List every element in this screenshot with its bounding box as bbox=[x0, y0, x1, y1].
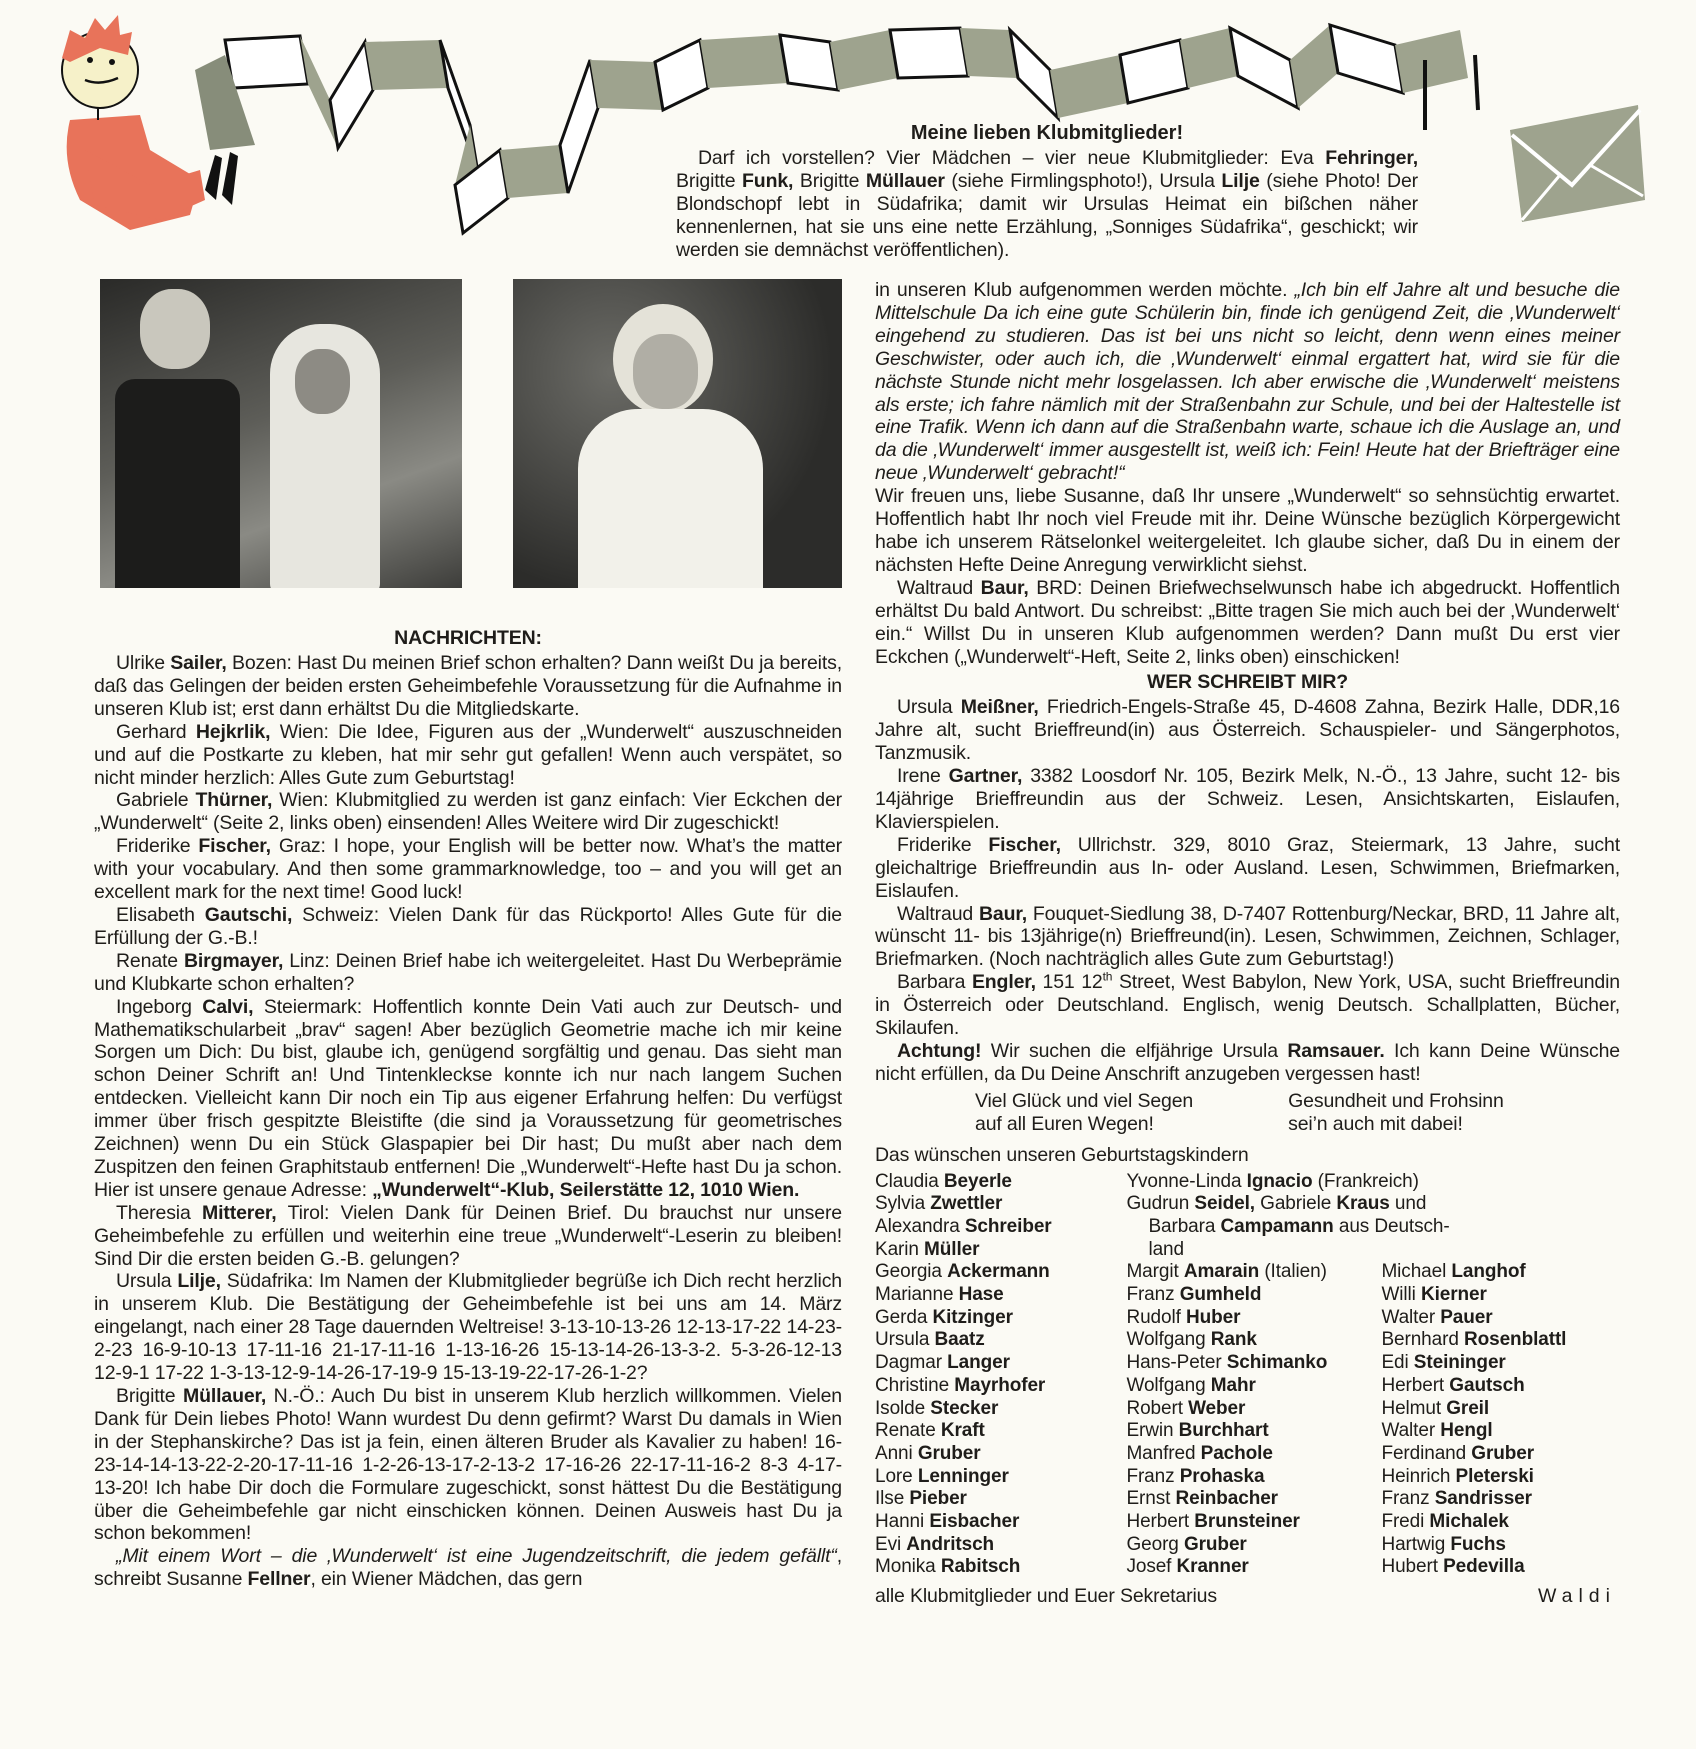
birthday-name bbox=[1381, 1420, 1620, 1443]
birthday-name bbox=[1126, 1193, 1427, 1216]
bold-text: Ramsauer. bbox=[1287, 1040, 1385, 1062]
birthday-name bbox=[1126, 1466, 1381, 1489]
paragraph bbox=[94, 950, 842, 996]
ribbon-fold bbox=[1395, 30, 1468, 93]
bold-text: Amarain bbox=[1183, 1261, 1260, 1283]
birthday-name bbox=[1126, 1556, 1381, 1579]
birthday-name bbox=[1126, 1534, 1381, 1557]
text: N.-Ö.: Auch Du bist in unserem Klub herzlich willkommen. Vielen Dank für Dein liebes Photo! Wann wurdest Du denn gefirmt? Warst Du damals in Wien in der Stephanskirche? Das ist ja fein, einen älteren Bruder als Kavalier zu haben! 16-23-14-14-13-22-2-20-17-11-16 1-2-26-13-17-2-13-2 17-16-26 22-17-11-16-2 8-3 4-17-13-20! Ich habe Dir doch die Formulare zugeschickt, sonst hättest Du die Bestätigung über die Geheimbefehle gar nicht einschicken können. Deinen Ausweis hast Du ja schon bekommen! bbox=[94, 1385, 842, 1545]
bold-text: Lilje bbox=[1221, 169, 1260, 192]
bold-text: Schreiber bbox=[964, 1215, 1052, 1237]
text: Tirol: Vielen Dank für Deinen Brief. Du brauchst nur unsere Geheimbefehle zu erfüllen und weiterhin eine treue „Wunderwelt“-Leserin zu bleiben! Sind Dir die ersten beiden G.-B. gelungen? bbox=[94, 1201, 842, 1270]
text: Isolde bbox=[875, 1397, 931, 1419]
bold-text: Andritsch bbox=[906, 1533, 995, 1555]
bold-text: Gartner, bbox=[948, 765, 1023, 788]
text: Hans-Peter bbox=[1126, 1352, 1227, 1374]
bold-text: Lilje, bbox=[177, 1270, 221, 1293]
text: Fouquet-Siedlung 38, D-7407 Rottenburg/Neckar, BRD, 11 Jahre alt, wünscht 11- bis 13jährige(n) Brieffreund(in). Lesen, Schwimmen, Zeichnen, Schlager, Briefmarken. (Noch nachträglich alles Gute zum Geburtstag!) bbox=[875, 902, 1620, 971]
bold-text: Meißner, bbox=[960, 696, 1039, 719]
birthday-name bbox=[875, 1284, 1126, 1307]
italic-text: „Ich bin elf Jahre alt und besuche die Mittelschule Da ich eine gute Schülerin bin, finde ich genügend Zeit, die ‚Wunderwelt‘ eingehend zu studieren. Das ist bei uns nicht so leicht, denn wenn eines meiner Geschwister, oder auch ich, die ‚Wunderwelt‘ einmal ergattert hat, wird sie für die nächste Stunde nicht mehr losgelassen. Ich aber erwische die ‚Wunderwelt‘ meistens als erste; ich fahre nämlich mit der Straßenbahn zur Schule, und bei der Haltestelle ist eine Trafik. Wenn ich dann auf die Straßenbahn warte, schaue ich die Auslage an, und da die ‚Wunderwelt‘ immer ausgestellt ist, weiß ich: Fein! Heute hat der Briefträger eine neue ‚Wunderwelt‘ gebracht!“ bbox=[875, 279, 1620, 485]
text: land bbox=[1148, 1238, 1184, 1260]
penpal-list bbox=[875, 696, 1620, 1085]
text: Irene bbox=[897, 765, 949, 788]
bold-text: Seidel, bbox=[1194, 1193, 1255, 1215]
ribbon-fold bbox=[655, 40, 708, 110]
birthday-name bbox=[875, 1216, 1126, 1239]
birthday-intro: Das wünschen unseren Geburtstagskindern bbox=[875, 1143, 1249, 1166]
bold-text: Müllauer, bbox=[182, 1385, 267, 1407]
text: Südafrika: Im Namen der Klubmitglieder begrüße ich Dich recht herzlich in unserem Klub. Die Bestätigung der Geheimbefehle ist bei uns am 14. März eingelangt, nach einer 28 Tage dauernden Weltreise! 3-13-10-13-26 12-13-17-22 14-23-2-23 16-9-10-13 17-11-16 21-17-11-16 1-13-16-26 15-13-14-26-13-3-2. 5-3-26-12-13 12-9-1 17-22 1-3-13-12-9-14-26-17-19-9 15-13-19-22-17-26-1-2? bbox=[94, 1270, 842, 1385]
birthday-name bbox=[1126, 1375, 1381, 1398]
spacer bbox=[1381, 1216, 1620, 1239]
paragraph bbox=[94, 721, 842, 790]
text: Michael bbox=[1381, 1261, 1452, 1283]
bold-text: Pleterski bbox=[1455, 1465, 1534, 1487]
text: Gabriele bbox=[1254, 1193, 1337, 1215]
news-heading: NACHRICHTEN: bbox=[394, 627, 542, 649]
spacer bbox=[1381, 1193, 1620, 1216]
text: Waltraud bbox=[897, 902, 979, 925]
text: Monika bbox=[875, 1556, 941, 1578]
bold-text: Gruber bbox=[1471, 1442, 1535, 1464]
text: Walter bbox=[1381, 1306, 1441, 1328]
birthday-name bbox=[875, 1375, 1126, 1398]
birthday-name bbox=[875, 1398, 1126, 1421]
text: Wien: Die Idee, Figuren aus der „Wunderwelt“ auszuschneiden und auf die Postkarte zu kleben, hat mir sehr gut gefallen! Wenn auch verspätet, so nicht minder herzlich: Alles Gute zum Geburtstag! bbox=[94, 720, 842, 789]
bold-text: Eisbacher bbox=[929, 1511, 1020, 1533]
text: aus Deutsch- bbox=[1333, 1215, 1450, 1237]
text: Willi bbox=[1381, 1284, 1421, 1306]
birthday-names bbox=[875, 1171, 1620, 1580]
spacer bbox=[1381, 1171, 1620, 1194]
bold-text: Fuchs bbox=[1450, 1533, 1506, 1555]
bold-text: Greil bbox=[1446, 1397, 1490, 1419]
superscript-text: th bbox=[1102, 969, 1113, 984]
paragraph bbox=[94, 1202, 842, 1271]
text: Herbert bbox=[1126, 1511, 1195, 1533]
text: Heinrich bbox=[1381, 1465, 1456, 1487]
ribbon-fold bbox=[365, 40, 448, 90]
birthday-name bbox=[875, 1534, 1126, 1557]
birthday-name bbox=[1381, 1443, 1620, 1466]
bold-text: Müllauer bbox=[865, 169, 945, 192]
text: Darf ich vorstellen? Vier Mädchen – vier neue Klubmitglieder: Eva bbox=[698, 147, 1326, 169]
birthday-name bbox=[875, 1420, 1126, 1443]
text: Graz: I hope, your English will be better now. What’s the matter with your vocabulary. And then some grammarknowledge, too – and you will get an excellent mark for the next time! Good luck! bbox=[94, 835, 842, 904]
intro-section bbox=[676, 122, 1418, 262]
text: Schweiz: Vielen Dank für das Rückporto! Alles Gute für die Erfüllung der G.-B.! bbox=[94, 903, 842, 949]
birthday-name bbox=[1381, 1556, 1620, 1579]
ribbon-fold bbox=[590, 60, 663, 110]
ribbon-fold bbox=[1230, 28, 1298, 108]
bold-text: Rabitsch bbox=[940, 1556, 1021, 1578]
text: Helmut bbox=[1381, 1397, 1447, 1419]
birthday-name bbox=[1126, 1511, 1381, 1534]
text: Linz: Deinen Brief habe ich weitergeleitet. Hast Du Werbeprämie und Klubkarte schon erhalten? bbox=[94, 949, 842, 995]
bold-text: Baur, bbox=[978, 902, 1028, 925]
paragraph bbox=[94, 789, 842, 835]
bold-text: Hase bbox=[958, 1284, 1004, 1306]
birthday-name bbox=[1381, 1398, 1620, 1421]
text: Wien: Klubmitglied zu werden ist ganz einfach: Vier Eckchen der „Wunderwelt“ (Seite 2, links oben) einsenden! Alles Weitere wird Dir zugeschickt! bbox=[94, 789, 843, 835]
bold-text: Sandrisser bbox=[1434, 1488, 1532, 1510]
bold-text: Kranner bbox=[1176, 1556, 1249, 1578]
bold-text: Müller bbox=[924, 1238, 980, 1260]
bold-text: Pedevilla bbox=[1443, 1556, 1525, 1578]
bold-text: Mitterer, bbox=[202, 1201, 277, 1224]
text: Christine bbox=[875, 1374, 955, 1396]
text: Margit bbox=[1126, 1261, 1184, 1283]
text: Ursula bbox=[116, 1270, 178, 1293]
text: Bozen: Hast Du meinen Brief schon erhalten? Dann weißt Du ja bereits, daß das Gelingen der beiden ersten Geheimbefehle Voraussetzung für die Aufnahme in unseren Klub ist; erst dann erhältst Du die Mitgliedskarte. bbox=[94, 652, 842, 720]
news-continued bbox=[875, 279, 1620, 668]
birthday-name bbox=[1381, 1511, 1620, 1534]
bold-text: Gruber bbox=[917, 1442, 981, 1464]
paragraph bbox=[94, 1545, 842, 1591]
bold-text: Birgmayer, bbox=[183, 949, 284, 972]
text: Ingeborg bbox=[116, 995, 203, 1018]
paragraph bbox=[875, 834, 1620, 903]
text: Ursula bbox=[897, 696, 961, 719]
text: , schreibt Susanne bbox=[94, 1545, 842, 1591]
bold-text: Reinbacher bbox=[1175, 1488, 1278, 1510]
birthday-name bbox=[1381, 1307, 1620, 1330]
text: Rudolf bbox=[1126, 1306, 1186, 1328]
paragraph bbox=[875, 696, 1620, 765]
text: Wolfgang bbox=[1126, 1329, 1211, 1351]
text: Herbert bbox=[1381, 1374, 1450, 1396]
bold-text: Gumheld bbox=[1179, 1284, 1262, 1306]
text: Waltraud bbox=[897, 576, 981, 599]
text: Ernst bbox=[1126, 1488, 1176, 1510]
bold-text: Weber bbox=[1188, 1397, 1246, 1419]
birthday-name bbox=[1381, 1352, 1620, 1375]
bold-text: Achtung! bbox=[897, 1040, 982, 1062]
text: Franz bbox=[1126, 1284, 1180, 1306]
paragraph bbox=[94, 652, 842, 721]
ribbon-fold bbox=[1330, 25, 1403, 93]
birthday-name bbox=[1381, 1329, 1620, 1352]
text: Ich kann Deine Wünsche nicht erfüllen, da Du Deine Anschrift anzugeben vergessen hast! bbox=[875, 1040, 1620, 1085]
birthday-name bbox=[1381, 1488, 1620, 1511]
text: Hartwig bbox=[1381, 1533, 1451, 1555]
text: Ullrichstr. 329, 8010 Graz, Steiermark, 13 Jahre, sucht gleichaltrige Brieffreundin aus In- oder Ausland. Lesen, Schwimmen, Briefmarken, Eislaufen. bbox=[875, 833, 1620, 902]
birthday-name bbox=[1381, 1534, 1620, 1557]
text: Alexandra bbox=[875, 1215, 965, 1237]
text: Brigitte bbox=[793, 169, 866, 192]
text: (Frankreich) bbox=[1312, 1170, 1419, 1192]
ribbon-fold bbox=[1120, 40, 1188, 103]
bold-text: Baur, bbox=[980, 576, 1029, 599]
text: in unseren Klub aufgenommen werden möchte. bbox=[875, 279, 1295, 301]
text: Erwin bbox=[1126, 1420, 1179, 1442]
birthday-name bbox=[1381, 1284, 1620, 1307]
spacer bbox=[1381, 1239, 1620, 1262]
text: 3382 Loosdorf Nr. 105, Bezirk Melk, N.-Ö., 13 Jahre, sucht 12- bis 14jährige Brieffreundin aus der Schweiz. Lesen, Ansichtskarten, Eislaufen, Klavierspielen. bbox=[875, 765, 1620, 833]
text: Bernhard bbox=[1381, 1329, 1464, 1351]
ribbon-fold bbox=[1180, 28, 1238, 88]
poem-line: sei’n auch mit dabei! bbox=[1288, 1112, 1463, 1135]
text: Friderike bbox=[116, 835, 199, 858]
paragraph bbox=[875, 971, 1620, 1040]
birthday-name bbox=[875, 1511, 1126, 1534]
paragraph bbox=[94, 1385, 842, 1545]
paragraph bbox=[94, 1270, 842, 1385]
bold-text: Hejkrlik, bbox=[195, 720, 271, 743]
text: Yvonne-Linda bbox=[1126, 1170, 1247, 1192]
bold-text: Zwettler bbox=[930, 1193, 1003, 1215]
text: Dagmar bbox=[875, 1352, 948, 1374]
bold-text: Mayrhofer bbox=[954, 1374, 1046, 1396]
paragraph bbox=[875, 279, 1620, 485]
text: Hubert bbox=[1381, 1556, 1444, 1578]
bold-text: Pachole bbox=[1200, 1442, 1273, 1464]
penpal-heading: WER SCHREIBT MIR? bbox=[1146, 671, 1349, 694]
text: Georg bbox=[1126, 1533, 1184, 1555]
birthday-name bbox=[1126, 1443, 1381, 1466]
paragraph bbox=[875, 485, 1620, 577]
birthday-name bbox=[1126, 1398, 1381, 1421]
photo-firmling bbox=[100, 279, 462, 588]
birthday-name bbox=[1126, 1352, 1381, 1375]
text: Friedrich-Engels-Straße 45, D-4608 Zahna, Bezirk Halle, DDR,16 Jahre alt, sucht Brieffreund(in) aus Österreich. Schauspieler- und Sängerphotos, Tanzmusik. bbox=[875, 696, 1620, 765]
right-column bbox=[875, 279, 1620, 1608]
text: Anni bbox=[875, 1442, 918, 1464]
bold-text: Langer bbox=[947, 1352, 1010, 1374]
text: Fredi bbox=[1381, 1511, 1430, 1533]
poem-line: Gesundheit und Frohsinn bbox=[1288, 1089, 1504, 1112]
intro-title: Meine lieben Klubmitglieder! bbox=[910, 122, 1184, 144]
text: Friderike bbox=[897, 833, 989, 856]
text: Wir suchen die elfjährige Ursula bbox=[981, 1040, 1288, 1062]
text: Elisabeth bbox=[116, 903, 205, 926]
birthday-name bbox=[875, 1329, 1126, 1352]
birthday-name bbox=[875, 1307, 1126, 1330]
intro-text bbox=[676, 147, 1418, 262]
bold-text: Stecker bbox=[930, 1397, 999, 1419]
birthday-name bbox=[1126, 1261, 1381, 1284]
paragraph bbox=[676, 147, 1418, 262]
bold-text: Michalek bbox=[1429, 1511, 1509, 1533]
text: Renate bbox=[875, 1420, 941, 1442]
birthday-poem bbox=[975, 1090, 1620, 1136]
birthday-name bbox=[875, 1466, 1126, 1489]
text: Claudia bbox=[875, 1170, 944, 1192]
poem-left bbox=[975, 1090, 1193, 1136]
bold-text: Sailer, bbox=[170, 652, 227, 674]
text: Gerhard bbox=[116, 720, 196, 743]
text: Wir freuen uns, liebe Susanne, daß Ihr unsere „Wunderwelt“ so sehnsüchtig erwartet. Hoffentlich habt Ihr noch viel Freude mit ihr. Deine Wünsche bezüglich Körpergewicht habe ich unserem Rätselonkel weitergeleitet. Ich glaube sicher, daß Du in einem der nächsten Hefte Deine Anregung verwirklicht siehst. bbox=[875, 485, 1620, 576]
bold-text: Calvi, bbox=[202, 995, 254, 1018]
bold-text: Kraus bbox=[1336, 1193, 1390, 1215]
bold-text: Gruber bbox=[1183, 1533, 1247, 1555]
birthday-name bbox=[1381, 1466, 1620, 1489]
text: und bbox=[1389, 1193, 1427, 1215]
birthday-name bbox=[1126, 1329, 1381, 1352]
text: Ulrike bbox=[116, 652, 171, 674]
text: Josef bbox=[1126, 1556, 1177, 1578]
birthday-name bbox=[875, 1193, 1126, 1216]
ribbon-fold bbox=[225, 36, 308, 88]
bold-text: Langhof bbox=[1451, 1261, 1526, 1283]
bold-text: Ackermann bbox=[947, 1261, 1050, 1283]
bold-text: Mahr bbox=[1210, 1374, 1256, 1396]
bold-text: Engler, bbox=[971, 971, 1036, 994]
text: Karin bbox=[875, 1238, 925, 1260]
text: Lore bbox=[875, 1465, 918, 1487]
bold-text: Kitzinger bbox=[932, 1306, 1013, 1328]
birthday-name bbox=[1126, 1215, 1450, 1239]
bold-text: Fischer, bbox=[198, 835, 271, 858]
birthday-name bbox=[875, 1488, 1126, 1511]
text: Gerda bbox=[875, 1306, 933, 1328]
birthday-name bbox=[1126, 1284, 1381, 1307]
text: Brigitte bbox=[116, 1385, 183, 1407]
bold-text: Funk, bbox=[742, 169, 794, 192]
signature: Waldi bbox=[1537, 1585, 1616, 1608]
text: Robert bbox=[1126, 1397, 1189, 1419]
text: Gabriele bbox=[116, 789, 196, 812]
birthday-name bbox=[1381, 1261, 1620, 1284]
birthday-name bbox=[1126, 1488, 1381, 1511]
bold-text: Brunsteiner bbox=[1194, 1511, 1300, 1533]
bold-text: Kraft bbox=[940, 1420, 985, 1442]
text: Hanni bbox=[875, 1511, 930, 1533]
ribbon-fold bbox=[960, 28, 1018, 78]
names-column bbox=[1381, 1171, 1620, 1580]
text: Sylvia bbox=[875, 1193, 931, 1215]
closing-text: alle Klubmitglieder und Euer Sekretarius bbox=[875, 1585, 1217, 1608]
birthday-name bbox=[1126, 1420, 1381, 1443]
ribbon-fold bbox=[500, 145, 568, 198]
text: Edi bbox=[1381, 1352, 1414, 1374]
text: Renate bbox=[116, 949, 184, 972]
paragraph bbox=[94, 904, 842, 950]
text: Ilse bbox=[875, 1488, 910, 1510]
photo-ursula-lilje bbox=[513, 279, 842, 588]
bold-text: Thürner, bbox=[195, 789, 273, 812]
bold-text: Burchhart bbox=[1178, 1420, 1269, 1442]
text: BRD: Deinen Briefwechselwunsch habe ich abgedruckt. Hoffentlich erhältst Du bald Antwort. Du schreibst: „Bitte tragen Sie mich auch bei der ‚Wunderwelt‘ ein.“ Willst Du in unseren Klub aufgenommen werden? Dann mußt Du erst vier Eckchen („Wunderwelt“-Heft, Seite 2, links oben) einschicken! bbox=[875, 576, 1620, 668]
text: Franz bbox=[1126, 1465, 1180, 1487]
text: (siehe Firmlingsphoto!), Ursula bbox=[944, 169, 1222, 192]
birthday-name bbox=[875, 1171, 1126, 1194]
birthday-name bbox=[1126, 1307, 1381, 1330]
text: Street, West Babylon, New York, USA, sucht Brieffreundin in Österreich oder Deutschland. Englisch, wenig Deutsch. Schallplatten, Bücher, Skilaufen. bbox=[875, 971, 1620, 1040]
italic-text: „Mit einem Wort – die ‚Wunderwelt‘ ist eine Jugendzeitschrift, die jedem gefällt“ bbox=[116, 1545, 837, 1568]
birthday-name bbox=[1126, 1239, 1381, 1262]
bold-text: Pauer bbox=[1440, 1306, 1493, 1328]
text: Franz bbox=[1381, 1488, 1435, 1510]
text: Ferdinand bbox=[1381, 1442, 1472, 1464]
bold-text: Fischer, bbox=[988, 833, 1061, 856]
birthday-name bbox=[1126, 1170, 1419, 1194]
bold-text: Pieber bbox=[909, 1488, 967, 1510]
bold-text: Schimanko bbox=[1226, 1352, 1328, 1374]
birthday-name bbox=[875, 1352, 1126, 1375]
text: Ursula bbox=[875, 1329, 935, 1351]
bold-text: Ignacio bbox=[1246, 1170, 1313, 1192]
bold-text: Beyerle bbox=[943, 1170, 1012, 1192]
birthday-name bbox=[875, 1239, 1126, 1262]
left-column bbox=[94, 624, 842, 1591]
bold-text: Baatz bbox=[934, 1329, 985, 1351]
birthday-name bbox=[875, 1443, 1126, 1466]
bold-text: Gautsch bbox=[1449, 1374, 1525, 1396]
ribbon-fold bbox=[700, 35, 788, 88]
text: Walter bbox=[1381, 1420, 1441, 1442]
text: Barbara bbox=[897, 971, 972, 994]
poem-line: auf all Euren Wegen! bbox=[975, 1112, 1154, 1135]
paragraph bbox=[94, 835, 842, 904]
text: Evi bbox=[875, 1533, 907, 1555]
text: Wolfgang bbox=[1126, 1374, 1211, 1396]
text: Barbara bbox=[1148, 1215, 1221, 1237]
ribbon-fold bbox=[300, 36, 338, 148]
birthday-name bbox=[875, 1556, 1126, 1579]
ribbon-fold bbox=[830, 30, 898, 90]
ribbon-fold bbox=[890, 28, 968, 78]
bold-text: Kierner bbox=[1420, 1284, 1487, 1306]
paragraph bbox=[875, 903, 1620, 972]
bold-text: Steininger bbox=[1413, 1352, 1506, 1374]
poem-line: Viel Glück und viel Segen bbox=[975, 1089, 1194, 1112]
news-items bbox=[94, 652, 842, 1591]
text: Gudrun bbox=[1126, 1193, 1195, 1215]
bold-text: Lenninger bbox=[917, 1465, 1009, 1487]
text: (Italien) bbox=[1259, 1261, 1327, 1283]
text: Marianne bbox=[875, 1284, 959, 1306]
bold-text: Gautschi, bbox=[204, 903, 293, 926]
names-column bbox=[875, 1171, 1126, 1580]
bold-text: Rosenblattl bbox=[1464, 1329, 1567, 1351]
birthday-name bbox=[875, 1261, 1126, 1284]
bold-text: Prohaska bbox=[1179, 1465, 1265, 1487]
paragraph bbox=[94, 996, 842, 1202]
closing-line bbox=[875, 1585, 1620, 1608]
ribbon-fold bbox=[1050, 55, 1128, 118]
poem-right bbox=[1288, 1090, 1504, 1136]
text: Theresia bbox=[116, 1201, 203, 1224]
bold-text: Hengl bbox=[1440, 1420, 1493, 1442]
ribbon-fold bbox=[330, 42, 373, 148]
bold-text: „Wunderwelt“-Klub, Seilerstätte 12, 1010 Wien. bbox=[372, 1178, 800, 1201]
text: Brigitte bbox=[676, 169, 743, 192]
text: Georgia bbox=[875, 1261, 948, 1283]
bold-text: Fehringer, bbox=[1325, 147, 1418, 169]
text: Manfred bbox=[1126, 1442, 1201, 1464]
text: Steiermark: Hoffentlich konnte Dein Vati auch zur Deutsch- und Mathematikschularbeit „brav“ sagen! Aber bezüglich Geometrie mache ich mir keine Sorgen um Dich: Du bist, glaube ich, genügend sorgfältig und genau. Das sieht man schon Deiner Schrift an! Und Tintenkleckse konnte ich nur nach langem Suchen entdecken. Vielleicht kann Dir noch ein Tip aus eigener Erfahrung helfen: Du verfügst immer über frisch gespitzte Bleistifte (die sind ja Voraussetzung für geometrisches Zeichnen) wenn Du ein Stück Glaspapier bei Dir hast; Du mußt aber nach dem Zuspitzen den feinen Graphitstaub entfernen! Die „Wunderwelt“-Hefte hast Du ja schon. Hier ist unsere genaue Adresse: bbox=[94, 995, 842, 1201]
paragraph bbox=[875, 765, 1620, 834]
bold-text: Huber bbox=[1185, 1306, 1241, 1328]
paragraph bbox=[875, 1040, 1620, 1086]
ribbon-fold bbox=[560, 60, 598, 193]
text: , ein Wiener Mädchen, das gern bbox=[310, 1568, 583, 1591]
bold-text: Rank bbox=[1210, 1329, 1257, 1351]
paragraph bbox=[875, 577, 1620, 669]
bold-text: Campamann bbox=[1220, 1215, 1334, 1237]
bold-text: Fellner bbox=[247, 1568, 311, 1591]
text: (siehe Photo! Der Blondschopf lebt in Südafrika; damit wir Ursulas Heimat ein bißchen näher kennenlernen, hat sie uns eine nette Erzählung, „Sonniges Südafrika“, geschickt; wir werden sie demnächst veröffentlichen). bbox=[676, 169, 1418, 261]
birthday-name bbox=[1381, 1375, 1620, 1398]
text: 151 12 bbox=[1035, 971, 1103, 994]
ribbon-fold bbox=[780, 35, 838, 90]
